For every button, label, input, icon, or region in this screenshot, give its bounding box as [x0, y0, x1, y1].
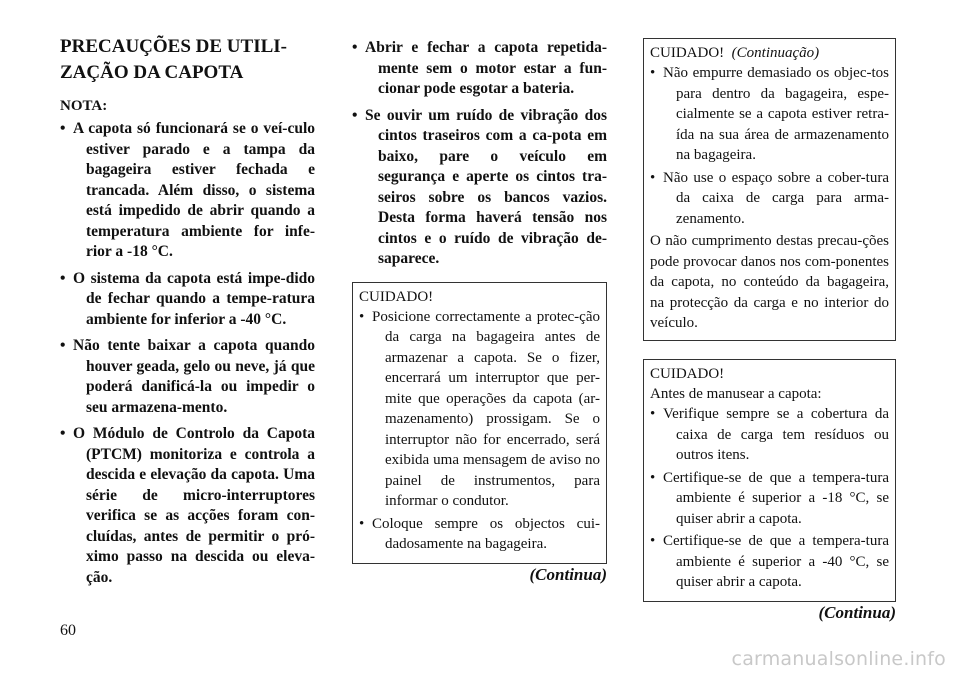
note-list-continued — [352, 38, 607, 270]
heading-line-2: ZAÇÃO DA CAPOTA — [60, 62, 244, 83]
list-item: • A capota só funcionará se o veí-culo estiver parado e a tampa da bagageira estiver fechada e trancada. Além disso, o sistema está impedido de abrir quando a temperatura ambiente for infe-rior a -18 °C. — [60, 120, 315, 260]
continued-label: (Continua) — [818, 602, 896, 622]
caution-paragraph: O não cumprimento destas precau-ções pode provocar danos nos com-ponentes da capota, no conteúdo da bagageira, na protecção da carga e no interior do veículo. — [650, 233, 889, 331]
caution-list — [359, 307, 600, 555]
column-middle — [352, 38, 607, 586]
column-left — [60, 30, 315, 594]
bullet: • — [60, 269, 66, 287]
list-item: • O sistema da capota está impe-dido de fechar quando a tempe-ratura ambiente for inferior a -40 °C. — [60, 269, 315, 328]
list-item: • Não use o espaço sobre a cober-tura da caixa de carga para arma-zenamento. — [650, 169, 889, 227]
caution-box-3 — [643, 359, 896, 602]
bullet: • — [359, 515, 365, 532]
bullet: • — [60, 120, 66, 137]
bullet: • — [60, 337, 66, 354]
caution-box-1 — [352, 282, 607, 564]
list-item: • Verifique sempre se a cobertura da caixa de carga tem resíduos ou outros itens. — [650, 406, 889, 463]
bullet: • — [60, 425, 66, 442]
list-item: • Abrir e fechar a capota repetida-mente sem o motor estar a fun-cionar pode esgotar a bateria. — [352, 39, 607, 97]
list-item: • Certifique-se de que a tempera-tura ambiente é superior a -40 °C, se quiser abrir a capota. — [650, 533, 889, 590]
caution-title: CUIDADO! — [359, 288, 434, 305]
caution-list — [650, 63, 889, 229]
caution-list — [650, 404, 889, 593]
list-item: • O Módulo de Controlo da Capota (PTCM) monitoriza e controla a descida e elevação da capota. Uma série de micro-interruptores verifica se as acções foram con-cluídas, antes de permitir o pró-ximo passo na descida ou eleva-ção. — [60, 425, 315, 586]
watermark: carmanualsonline.info — [731, 648, 946, 670]
page-number: 60 — [60, 622, 76, 639]
bullet: • — [650, 65, 656, 81]
bullet: • — [352, 39, 358, 56]
heading-line-1: PRECAUÇÕES DE UTILI- — [60, 36, 287, 57]
column-right — [643, 38, 896, 624]
bullet: • — [650, 533, 656, 549]
list-item: • Coloque sempre os objectos cui-dadosamente na bagageira. — [359, 515, 600, 552]
note-list — [60, 119, 315, 588]
caution-box-2 — [643, 38, 896, 341]
bullet: • — [650, 406, 656, 422]
note-label: NOTA: — [60, 98, 108, 114]
list-item: • Posicione correctamente a protec-ção da carga na bagageira antes de armazenar a capota. Se o fizer, encerrará um interruptor que per-mite que operações da capota (ar-mazenamento) prossigam. Se o interruptor não for encerrado, será exibida uma mensagem de aviso no painel de instrumentos, para informar o condutor. — [359, 308, 600, 509]
continued-label: (Continua) — [529, 564, 607, 584]
caution-intro: Antes de manusear a capota: — [650, 385, 822, 402]
list-item: • Não tente baixar a capota quando houver geada, gelo ou neve, já que poderá danificá-la ou impedir o seu armazena-mento. — [60, 337, 315, 416]
list-item: • Certifique-se de que a tempera-tura ambiente é superior a -18 °C, se quiser abrir a capota. — [650, 469, 889, 527]
list-item: • Se ouvir um ruído de vibração dos cintos traseiros com a ca-pota em baixo, pare o veículo em segurança e aperte os cintos tra-seiros sobre os bancos vazios. Desta forma haverá tensão nos cintos e o ruído de vibração de-saparece. — [352, 106, 607, 267]
list-item: • Não empurre demasiado os objec-tos para dentro da bagageira, espe-cialmente se a capota estiver retra-ída na sua área de armazenamento na bagageira. — [650, 65, 889, 163]
bullet: • — [650, 469, 656, 486]
bullet: • — [352, 106, 358, 124]
caution-title: CUIDADO! — [650, 365, 725, 382]
caution-title: CUIDADO! (Continuação) — [650, 45, 820, 61]
section-heading — [60, 34, 315, 86]
bullet: • — [650, 169, 656, 186]
bullet: • — [359, 308, 365, 325]
continuation-label: (Continuação) — [731, 45, 820, 61]
